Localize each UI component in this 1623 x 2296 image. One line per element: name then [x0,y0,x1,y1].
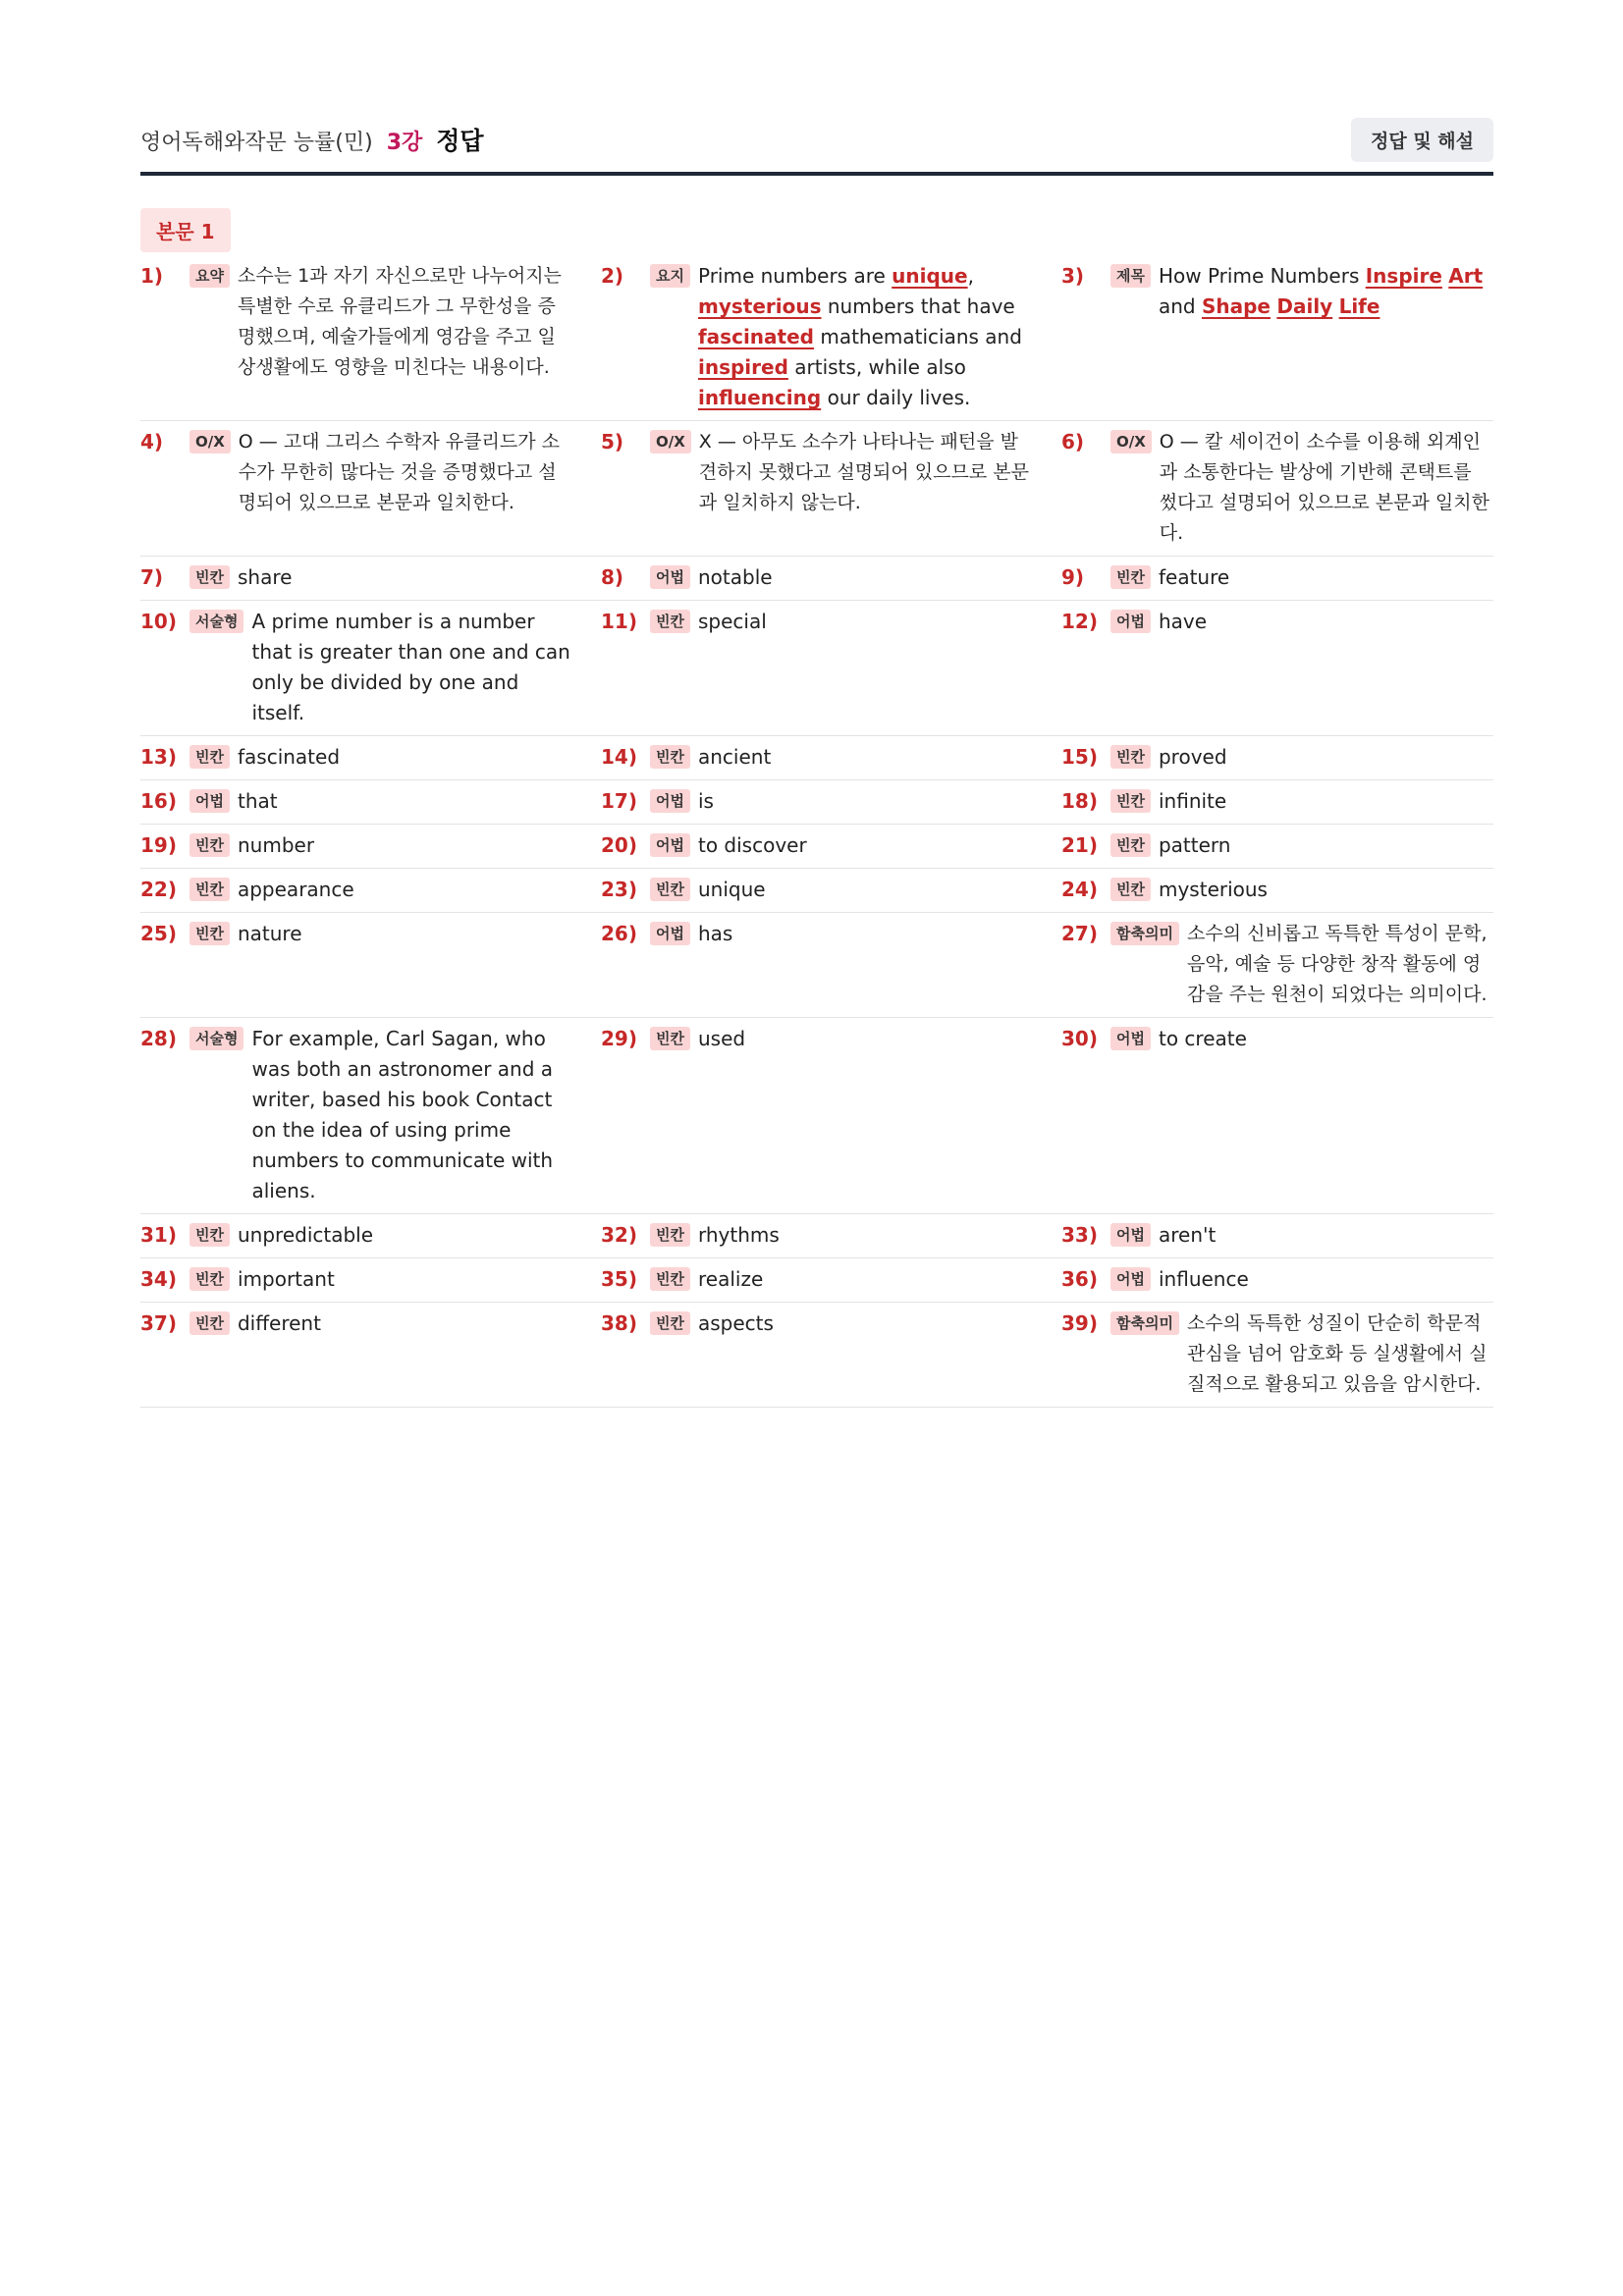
text-segment: is [697,789,714,813]
answer-text [251,607,572,728]
question-type-tag: 빈칸 [1110,878,1151,901]
question-type-tag: 어법 [650,833,690,857]
item-number: 36) [1061,1267,1098,1291]
answer-text [1159,875,1493,905]
text-segment: O — 칼 세이건이 소수를 이용해 외계인과 소통한다는 발상에 기반해 콘택트를 썼다고 설명되어 있으므로 본문과 일치한다. [1159,431,1489,544]
answer-text [1187,1308,1493,1400]
item-number: 6) [1061,430,1085,454]
answer-text [1159,786,1493,817]
header-divider [140,172,1493,176]
item-number: 11) [601,610,637,633]
highlighted-keyword: inspired [697,355,788,379]
text-segment: to discover [697,833,807,857]
item-number: 38) [601,1311,637,1335]
text-segment: fascinated [237,745,341,769]
item-number: 16) [140,789,177,813]
answer-item [140,255,572,420]
text-segment: Prime numbers are [697,264,893,288]
answer-text [251,1024,572,1206]
answer-text [698,562,1033,593]
item-number: 37) [140,1311,177,1335]
answer-row [140,913,1493,1018]
answer-text [238,562,572,593]
question-type-tag: 빈칸 [189,565,230,589]
text-segment: 소수의 신비롭고 독특한 특성이 문학, 음악, 예술 등 다양한 창작 활동에 영감을 주는 원천이 되었다는 의미이다. [1186,923,1488,1005]
text-segment: to create [1158,1027,1247,1050]
answer-text [698,875,1033,905]
answer-text [238,1220,572,1251]
highlighted-keyword: unique [892,264,968,288]
answer-item [140,780,572,824]
answer-row [140,1303,1493,1408]
answer-text [238,830,572,861]
answer-item [1061,780,1493,824]
answer-text [1159,830,1493,861]
answer-text [698,261,1033,413]
answer-item [140,825,572,868]
answer-item [1061,1018,1493,1213]
answer-item [601,601,1033,735]
answer-text [1159,261,1493,322]
answer-item [601,869,1033,912]
highlighted-keyword: mysterious [697,294,822,318]
item-number: 13) [140,745,177,769]
item-number: 19) [140,833,177,857]
text-segment: aspects [697,1311,774,1335]
item-number: 4) [140,430,164,454]
text-segment: realize [697,1267,764,1291]
answer-row [140,557,1493,601]
text-segment: influence [1158,1267,1249,1291]
answer-text [1159,562,1493,593]
page-title [140,122,484,157]
item-number: 31) [140,1223,177,1247]
answer-row [140,421,1493,557]
answer-text [698,1308,1033,1339]
item-number: 24) [1061,878,1098,901]
question-type-tag: 제목 [1110,264,1151,288]
question-type-tag: 함축의미 [1110,1311,1179,1335]
question-type-tag: 빈칸 [650,1311,690,1335]
question-type-tag: 빈칸 [189,833,230,857]
text-segment: artists, while also [787,355,966,379]
answer-item [601,421,1033,556]
question-type-tag: O/X [1110,430,1152,454]
answer-text [698,1024,1033,1054]
highlighted-keyword: Daily [1276,294,1333,318]
answer-text [1187,919,1493,1010]
item-number: 10) [140,610,177,633]
question-type-tag: 빈칸 [189,745,230,769]
highlighted-keyword: Art [1448,264,1484,288]
text-segment: How Prime Numbers [1158,264,1366,288]
question-type-tag: 요약 [189,264,230,288]
text-segment: our daily lives. [821,386,971,409]
question-type-tag: 빈칸 [1110,565,1151,589]
answer-item [601,1018,1033,1213]
answer-text [238,742,572,773]
text-segment: rhythms [697,1223,780,1247]
answer-text [698,607,1033,637]
question-type-tag: 빈칸 [650,1223,690,1247]
answer-row [140,1018,1493,1214]
item-number: 26) [601,922,637,945]
text-segment: mathematicians and [813,325,1022,348]
item-number: 35) [601,1267,637,1291]
text-segment: have [1158,610,1208,633]
text-segment: ancient [697,745,772,769]
text-segment: used [697,1027,746,1050]
question-type-tag: 요지 [650,264,690,288]
answer-item [601,1303,1033,1407]
answer-item [140,913,572,1017]
question-type-tag: 어법 [1110,610,1151,633]
text-segment: 소수의 독특한 성질이 단순히 학문적 관심을 넘어 암호화 등 실생활에서 실질적으로 활용되고 있음을 암시한다. [1186,1312,1488,1395]
text-segment: pattern [1158,833,1231,857]
question-type-tag: O/X [189,430,231,454]
answer-row [140,825,1493,869]
text-segment: notable [697,565,773,589]
question-type-tag: 빈칸 [189,922,230,945]
question-type-tag: 빈칸 [189,1267,230,1291]
answer-item [140,421,572,556]
question-type-tag: 빈칸 [650,1027,690,1050]
item-number: 33) [1061,1223,1098,1247]
highlighted-keyword: Inspire [1365,264,1442,288]
item-number: 21) [1061,833,1098,857]
item-number: 7) [140,565,164,589]
lesson-number: 3강 [386,131,423,155]
answer-item [1061,557,1493,600]
answer-item [601,913,1033,1017]
question-type-tag: 어법 [189,789,230,813]
text-segment: unique [697,878,766,901]
answer-text [698,786,1033,817]
answer-grid [140,255,1493,1408]
text-segment: important [237,1267,335,1291]
answer-item [1061,1303,1493,1407]
highlighted-keyword: Shape [1201,294,1271,318]
answer-item [601,255,1033,420]
answer-text [698,1220,1033,1251]
question-type-tag: 빈칸 [650,745,690,769]
answer-text [699,427,1033,518]
answer-row [140,780,1493,825]
answer-item [1061,1258,1493,1302]
highlighted-keyword: Life [1338,294,1380,318]
text-segment: share [237,565,293,589]
answer-item [1061,601,1493,735]
item-number: 14) [601,745,637,769]
answer-item [140,1303,572,1407]
answer-item [140,736,572,779]
item-number: 28) [140,1027,177,1050]
answer-item [1061,913,1493,1017]
answer-item [140,1258,572,1302]
answer-item [601,1214,1033,1257]
answer-item [140,1214,572,1257]
answer-text [238,919,572,949]
question-type-tag: 서술형 [189,1027,243,1050]
answer-item [601,1258,1033,1302]
text-segment: and [1158,294,1202,318]
question-type-tag: 함축의미 [1110,922,1179,945]
item-number: 30) [1061,1027,1098,1050]
item-number: 1) [140,264,164,288]
text-segment: mysterious [1158,878,1268,901]
item-number: 20) [601,833,637,857]
text-segment: nature [237,922,302,945]
answer-text [1159,1220,1493,1251]
text-segment: numbers that have [821,294,1015,318]
answer-item [1061,1214,1493,1257]
answer-text [238,875,572,905]
answer-item [601,780,1033,824]
answer-row [140,869,1493,913]
subject-title: 영어독해와작문 능률(민) [140,131,373,155]
item-number: 17) [601,789,637,813]
answer-item [140,1018,572,1213]
answer-row [140,1258,1493,1303]
answer-item [140,557,572,600]
item-number: 2) [601,264,624,288]
highlighted-keyword: fascinated [697,325,814,348]
question-type-tag: 서술형 [189,610,243,633]
item-number: 39) [1061,1311,1098,1335]
item-number: 18) [1061,789,1098,813]
text-segment: that [237,789,278,813]
answer-item [140,601,572,735]
text-segment: unpredictable [237,1223,374,1247]
answer-text [698,742,1033,773]
question-type-tag: 빈칸 [1110,745,1151,769]
answer-item [601,557,1033,600]
item-number: 34) [140,1267,177,1291]
answer-text [698,919,1033,949]
item-number: 29) [601,1027,637,1050]
text-segment: appearance [237,878,354,901]
question-type-tag: 어법 [650,789,690,813]
question-type-tag: 빈칸 [1110,789,1151,813]
answer-item [1061,869,1493,912]
item-number: 32) [601,1223,637,1247]
answer-text [1159,742,1493,773]
item-number: 8) [601,565,624,589]
answer-text [698,830,1033,861]
answer-row [140,736,1493,780]
question-type-tag: 빈칸 [650,1267,690,1291]
answer-item [1061,825,1493,868]
question-type-tag: 빈칸 [1110,833,1151,857]
answer-item [601,825,1033,868]
answer-text [1160,427,1493,549]
text-segment: special [697,610,767,633]
answer-text [1159,607,1493,637]
text-segment: has [697,922,733,945]
answer-text [238,261,572,383]
question-type-tag: 빈칸 [189,1311,230,1335]
text-segment: feature [1158,565,1230,589]
page-header [140,116,1493,175]
item-number: 3) [1061,264,1085,288]
answer-heading: 정답 [436,127,484,155]
answer-text [239,427,572,518]
answer-item [1061,421,1493,556]
answer-row [140,601,1493,736]
answer-text [238,1264,572,1295]
text-segment: X — 아무도 소수가 나타나는 패턴을 발견하지 못했다고 설명되어 있으므로 본문과 일치하지 않는다. [698,431,1029,513]
question-type-tag: 어법 [1110,1223,1151,1247]
question-type-tag: 어법 [1110,1267,1151,1291]
question-type-tag: 어법 [650,565,690,589]
answer-text [238,786,572,817]
question-type-tag: 빈칸 [650,610,690,633]
text-segment: number [237,833,315,857]
question-type-tag: 어법 [650,922,690,945]
answer-explanation-badge: 정답 및 해설 [1351,118,1493,162]
answer-row [140,255,1493,421]
item-number: 22) [140,878,177,901]
answer-text [698,1264,1033,1295]
text-segment: 소수는 1과 자기 자신으로만 나누어지는 특별한 수로 유클리드가 그 무한성을 증명했으며, 예술가들에게 영감을 주고 일상생활에도 영향을 미친다는 내용이다. [237,265,562,378]
item-number: 25) [140,922,177,945]
question-type-tag: 빈칸 [189,878,230,901]
answer-text [1159,1024,1493,1054]
question-type-tag: 빈칸 [650,878,690,901]
text-segment: infinite [1158,789,1227,813]
question-type-tag: 어법 [1110,1027,1151,1050]
question-type-tag: O/X [650,430,691,454]
text-segment: aren't [1158,1223,1217,1247]
text-segment: For example, Carl Sagan, who was both an astronomer and a writer, based his book Contact on the idea of using prime numbers to communicate with aliens. [251,1027,554,1202]
highlighted-keyword: influencing [697,386,822,409]
text-segment: different [237,1311,321,1335]
item-number: 23) [601,878,637,901]
answer-text [238,1308,572,1339]
text-segment: A prime number is a number that is greater than one and can only be divided by one and itself. [251,610,570,724]
section-label: 본문 1 [140,208,231,252]
text-segment: proved [1158,745,1227,769]
answer-item [140,869,572,912]
text-segment: , [967,264,974,288]
item-number: 12) [1061,610,1098,633]
answer-row [140,1214,1493,1258]
item-number: 15) [1061,745,1098,769]
item-number: 5) [601,430,624,454]
question-type-tag: 빈칸 [189,1223,230,1247]
answer-item [1061,255,1493,420]
item-number: 27) [1061,922,1098,945]
item-number: 9) [1061,565,1085,589]
answer-item [601,736,1033,779]
text-segment: O — 고대 그리스 수학자 유클리드가 소수가 무한히 많다는 것을 증명했다고 설명되어 있으므로 본문과 일치한다. [238,431,560,513]
answer-text [1159,1264,1493,1295]
answer-item [1061,736,1493,779]
